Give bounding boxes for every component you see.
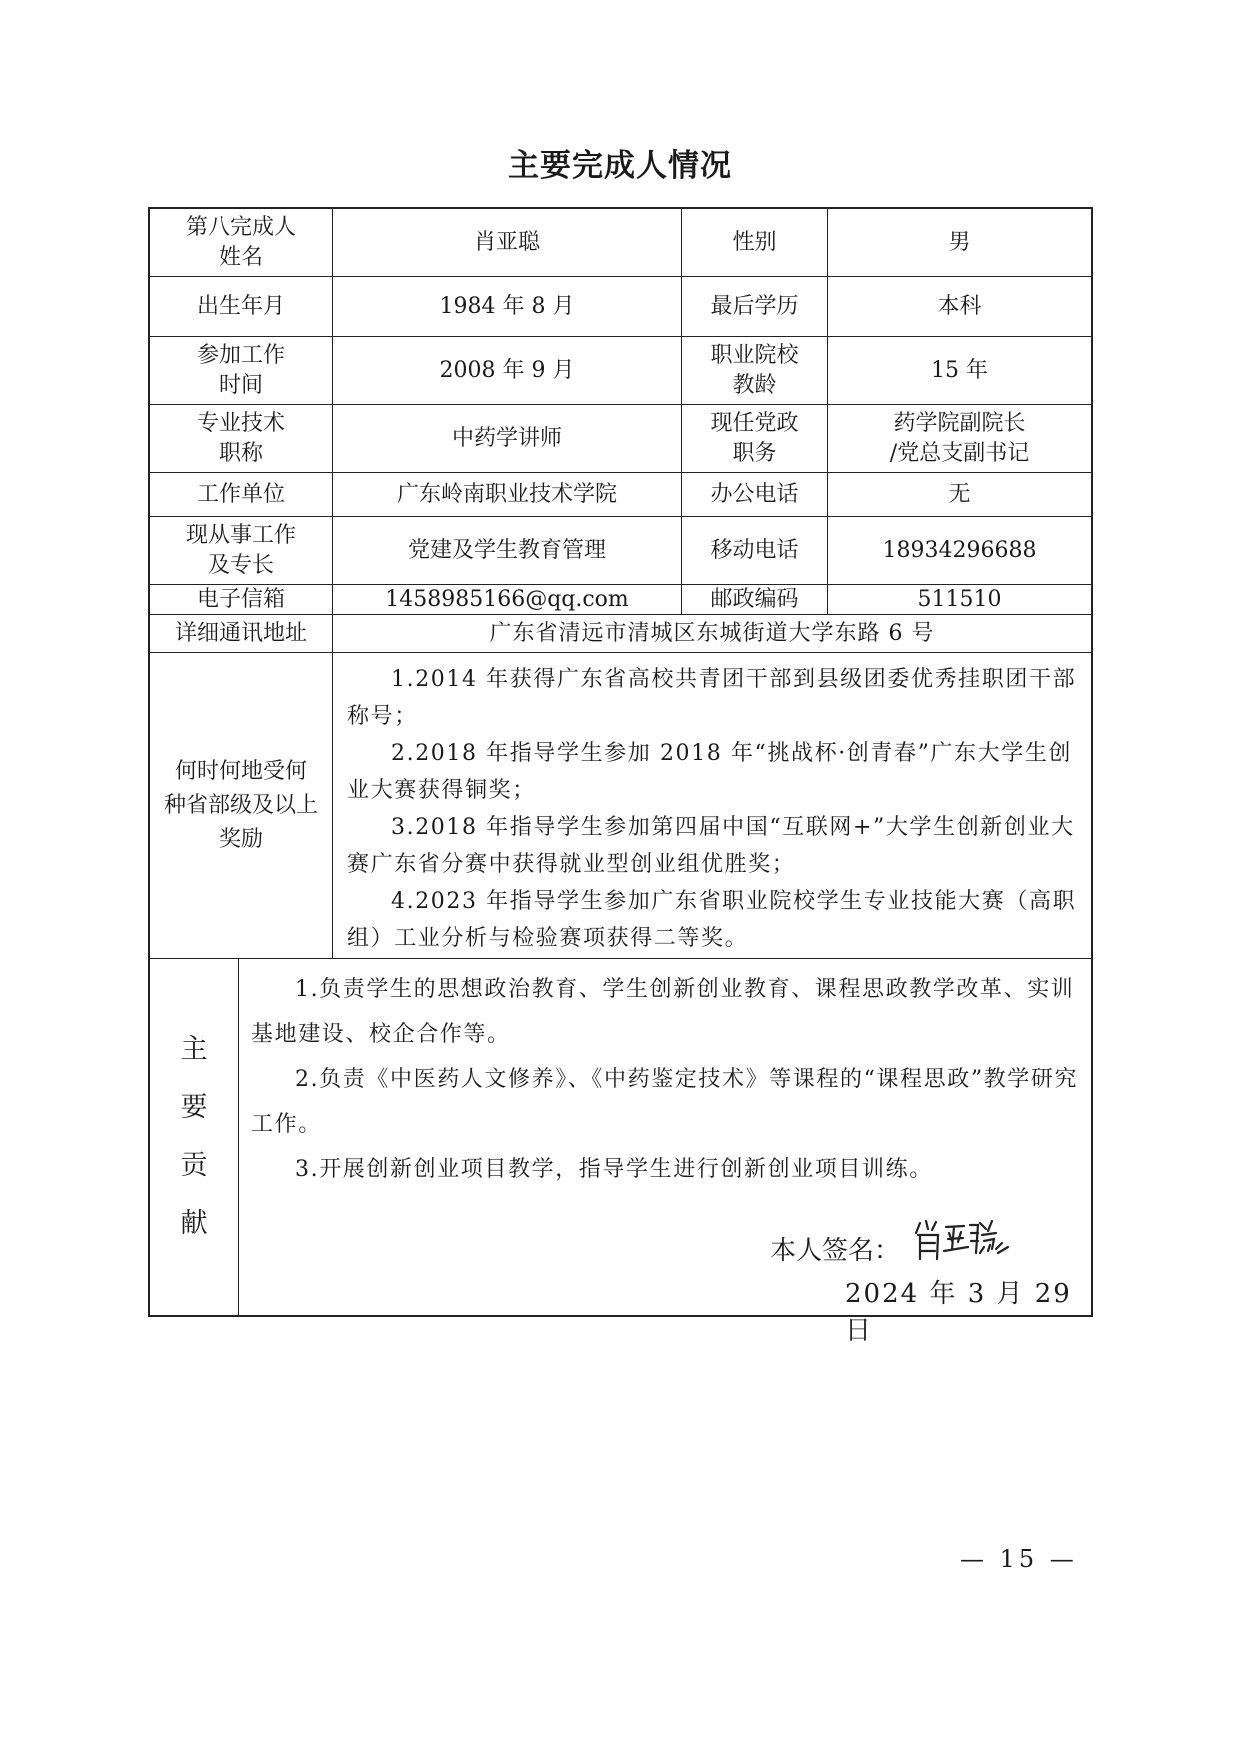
label-office-phone: 办公电话 <box>682 473 828 517</box>
label-char: 贡 <box>180 1150 208 1181</box>
signature-row <box>770 1213 1013 1267</box>
label-teaching-years: 职业院校 教龄 <box>682 337 828 405</box>
value-current-work: 党建及学生教育管理 <box>333 517 682 585</box>
info-table <box>148 207 1093 1346</box>
value-birth: 1984 年 8 月 <box>333 277 682 337</box>
signature-date: 2024 年 3 月 29 日 <box>845 1279 1072 1346</box>
label-education: 最后学历 <box>682 277 828 337</box>
label-address: 详细通讯地址 <box>150 615 333 653</box>
contribution-item: 1.负责学生的思想政治教育、学生创新创业教育、课程思政教学改革、实训基地建设、校企合作等。 <box>251 977 1075 1047</box>
label-name: 第八完成人 姓名 <box>150 209 333 277</box>
contribution-item: 2.负责《中医药人文修养》、《中药鉴定技术》等课程的“课程思政”教学研究工作。 <box>251 1067 1079 1137</box>
label-birth: 出生年月 <box>150 277 333 337</box>
value-mobile: 18934296688 <box>828 517 1091 585</box>
value-position: 药学院副院长 /党总支副书记 <box>828 405 1091 473</box>
value-office-phone: 无 <box>828 473 1091 517</box>
page-number: — 15 — <box>960 1545 1078 1573</box>
label-char: 主 <box>180 1034 208 1065</box>
value-email: 1458985166@qq.com <box>333 585 682 615</box>
label-contributions <box>150 959 239 1315</box>
value-postcode: 511510 <box>828 585 1091 615</box>
value-education: 本科 <box>828 277 1091 337</box>
value-employer: 广东岭南职业技术学院 <box>333 473 682 517</box>
award-item: 2.2018 年指导学生参加 2018 年“挑战杯·创青春”广东大学生创业大赛获得铜奖； <box>347 741 1073 803</box>
awards-list <box>333 653 1091 959</box>
label-postcode: 邮政编码 <box>682 585 828 615</box>
contribution-item: 3.开展创新创业项目教学，指导学生进行创新创业项目训练。 <box>295 1157 933 1182</box>
handwritten-signature <box>908 1213 1013 1265</box>
value-title: 中药学讲师 <box>333 405 682 473</box>
value-gender: 男 <box>828 209 1091 277</box>
label-work-start: 参加工作 时间 <box>150 337 333 405</box>
label-title: 专业技术 职称 <box>150 405 333 473</box>
label-char: 献 <box>180 1208 208 1239</box>
label-gender: 性别 <box>682 209 828 277</box>
award-item: 3.2018 年指导学生参加第四届中国“互联网+”大学生创新创业大赛广东省分赛中获得就业型创业组优胜奖； <box>347 815 1075 877</box>
award-item: 1.2014 年获得广东省高校共青团干部到县级团委优秀挂职团干部称号； <box>347 667 1077 729</box>
label-employer: 工作单位 <box>150 473 333 517</box>
award-item: 4.2023 年指导学生参加广东省职业院校学生专业技能大赛（高职组）工业分析与检验赛项获得二等奖。 <box>347 889 1077 951</box>
value-address: 广东省清远市清城区东城街道大学东路 6 号 <box>333 615 1091 653</box>
signature-label: 本人签名： <box>770 1236 901 1266</box>
label-mobile: 移动电话 <box>682 517 828 585</box>
page-title: 主要完成人情况 <box>508 148 732 184</box>
value-name: 肖亚聪 <box>333 209 682 277</box>
value-work-start: 2008 年 9 月 <box>333 337 682 405</box>
value-teaching-years: 15 年 <box>828 337 1091 405</box>
label-current-work: 现从事工作 及专长 <box>150 517 333 585</box>
label-awards: 何时何地受何 种省部级及以上 奖励 <box>150 653 333 959</box>
label-email: 电子信箱 <box>150 585 333 615</box>
label-char: 要 <box>180 1092 208 1123</box>
label-position: 现任党政 职务 <box>682 405 828 473</box>
